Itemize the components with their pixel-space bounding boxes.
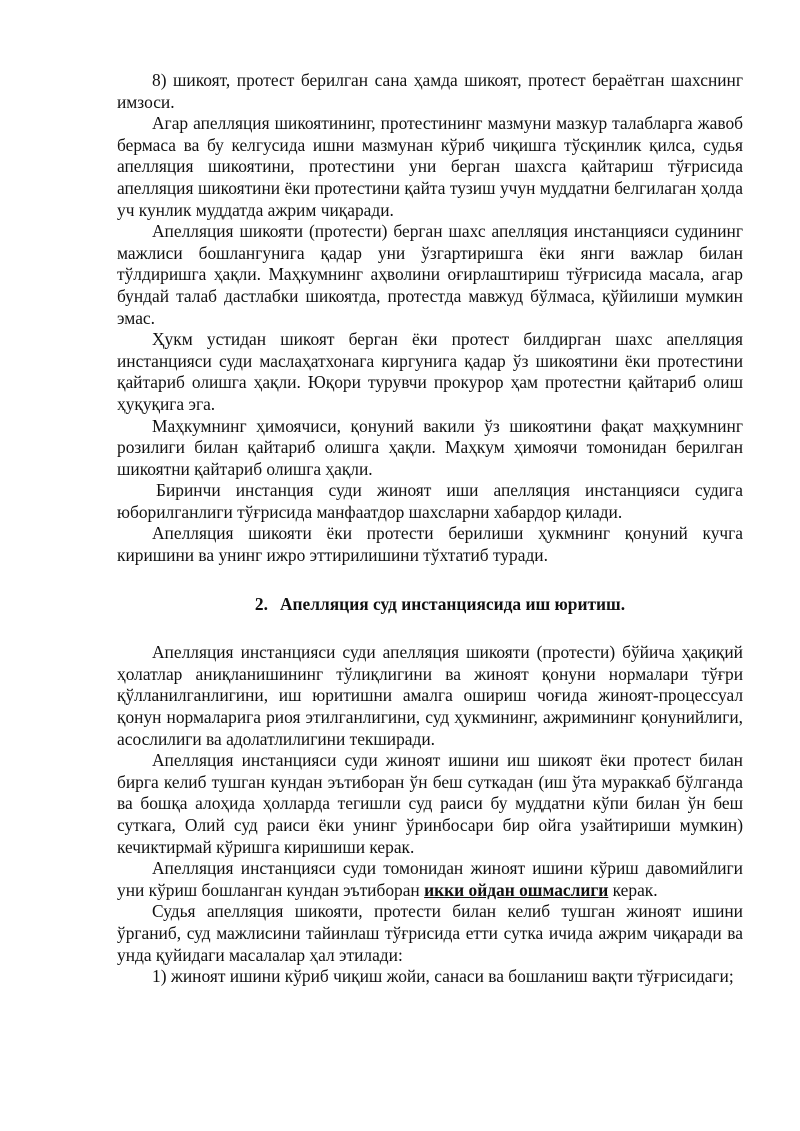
paragraph-notification: Биринчи инстанция суди жиноят иши апелляция инстанцияси судига юборилганлиги тўғрисида манфаатдор шахсларни хабардор қилади. [117, 480, 743, 522]
paragraph-appeal-withdrawal: Ҳукм устидан шикоят берган ёки протест билдирган шахс апелляция инстанцияси суди маслаҳатхонага киргунига қадар ўз шикоятини ёки протестини қайтариб олишга ҳақли. Юқори турувчи прокурор ҳам протестни қайтариб олиш ҳуқуқига эга. [117, 329, 743, 414]
duration-emphasis: икки ойдан ошмаслиги [424, 879, 609, 900]
duration-text-after: керак. [608, 879, 658, 900]
section-number: 2. [254, 593, 268, 614]
paragraph-review-duration [117, 858, 743, 901]
paragraph-judge-ruling: Судья апелляция шикояти, протести билан келиб тушган жиноят ишини ўрганиб, суд мажлисини тайинлаш тўғрисида етти сутка ичида ажрим чиқаради ва унда қуйидаги масалалар ҳал этилади: [117, 901, 743, 965]
paragraph-court-review-scope: Апелляция инстанцияси суди апелляция шикояти (протести) бўйича ҳақиқий ҳолатлар аниқланишининг тўлиқлигини ва жиноят қонуни нормалари тўғри қўлланилганлигини, иш юритишни амалга ошириш чоғида жиноят-процессуал қонун нормаларига риоя этилганлигини, суд ҳукмининг, ажримининг қонунийлиги, асослилиги ва адолатлилигини текширади. [117, 642, 743, 749]
paragraph-appeal-amendment: Апелляция шикояти (протести) берган шахс апелляция инстанцияси судининг мажлиси бошлангунига қадар уни ўзгартиришга ёки янги важлар билан тўлдиришга ҳақли. Маҳкумнинг аҳволини оғирлаштириш тўғрисида масала, агар бундай талаб дастлабки шикоятда, протестда мавжуд бўлмаса, қўйилиши мумкин эмас. [117, 221, 743, 328]
paragraph-suspension: Апелляция шикояти ёки протести берилиши ҳукмнинг қонуний кучга киришини ва унинг ижро эттирилишини тўхтатиб туради. [117, 523, 743, 566]
paragraph-list-item-1: 1) жиноят ишини кўриб чиқиш жойи, санаси ва бошланиш вақти тўғрисидаги; [152, 966, 734, 987]
paragraph-appeal-requirements: Агар апелляция шикоятининг, протестининг мазмуни мазкур талабларга жавоб бермаса ва бу келгусида ишни мазмунан кўриб чиқишга тўсқинлик қилса, судья апелляция шикоятини, протестини уни берган шахсга қайтариш тўғрисида апелляция шикоятини ёки протестини қайта тузиш учун муддатни белгилаган ҳолда уч кунлик муддатда ажрим чиқаради. [117, 113, 743, 220]
paragraph-defender-withdrawal: Маҳкумнинг ҳимоячиси, қонуний вакили ўз шикоятини фақат маҳкумнинг розилиги билан қайтариб олишга ҳақли. Маҳкум ҳимоячи томонидан берилган шикоятни қайтариб олишга ҳақли. [117, 415, 743, 479]
section-heading [117, 594, 743, 616]
section-title: Апелляция суд инстанциясида иш юритиш. [279, 593, 626, 614]
paragraph-review-deadline: Апелляция инстанцияси суди жиноят ишини иш шикоят ёки протест билан бирга келиб тушган кундан эътиборан ўн беш суткадан (иш ўта мураккаб бўлганда ва бошқа алоҳида ҳолларда тегишли суд раиси бу муддатни кўпи билан ўн беш суткага, Олий суд раиси ёки унинг ўринбосари бир ойга узайтириши мумкин) кечиктирмай кўришга киришиши керак. [117, 750, 743, 857]
duration-text-before: Апелляция инстанцияси суди томонидан жиноят ишини кўриш давомийлиги уни кўриш бошланган кундан эътиборан [117, 858, 743, 900]
paragraph-item-8: 8) шикоят, протест берилган сана ҳамда шикоят, протест бераётган шахснинг имзоси. [117, 70, 743, 112]
